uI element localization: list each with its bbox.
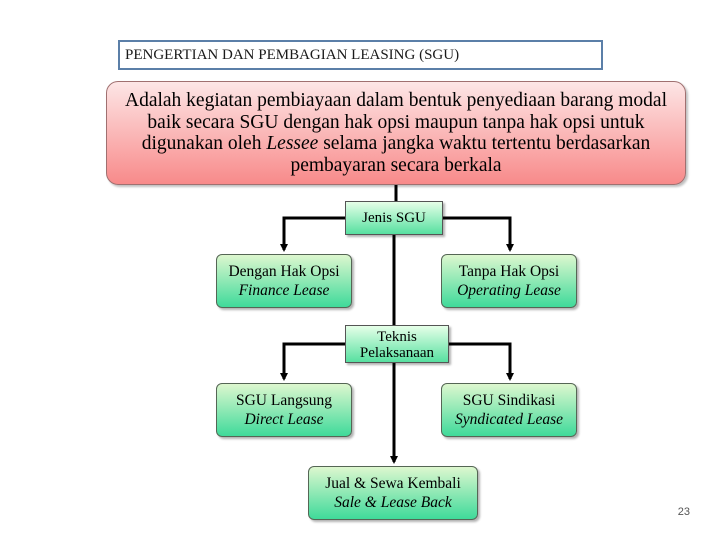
connector-to-finance-lease	[284, 218, 345, 250]
node-finance-lease	[216, 254, 352, 308]
node-label: Jual & Sewa Kembali	[325, 475, 461, 492]
hub-teknis-line1: Teknis	[377, 329, 417, 345]
node-sublabel: Syndicated Lease	[454, 411, 564, 428]
node-sublabel: Finance Lease	[238, 282, 330, 299]
hub-teknis-pelaksanaan	[345, 325, 449, 363]
definition-text-1: Adalah kegiatan pembiayaan dalam bentuk penyediaan barang modal baik secara SGU dengan hak opsi maupun tanpa hak opsi untuk digunakan oleh	[125, 90, 667, 154]
page-number: 23	[677, 506, 690, 518]
definition-text-2: selama jangka waktu tertentu berdasarkan pembayaran secara berkala	[290, 133, 651, 176]
node-label: Dengan Hak Opsi	[228, 263, 340, 280]
connector-to-syndicated-lease	[449, 344, 510, 379]
node-sublabel: Sale & Lease Back	[334, 494, 452, 511]
node-sublabel: Operating Lease	[457, 282, 561, 299]
node-direct-lease	[216, 383, 352, 437]
hub-jenis-sgu: Jenis SGU	[345, 201, 443, 235]
definition-italic-lessee: Lessee	[266, 133, 319, 154]
hub-teknis-line2: Pelaksanaan	[359, 345, 435, 361]
slide-title: PENGERTIAN DAN PEMBAGIAN LEASING (SGU)	[118, 40, 603, 70]
connector-to-operating-lease	[443, 218, 510, 250]
node-sublabel: Direct Lease	[244, 411, 324, 428]
node-syndicated-lease	[441, 383, 577, 437]
node-label: Tanpa Hak Opsi	[458, 263, 560, 280]
node-operating-lease	[441, 254, 577, 308]
node-label: SGU Sindikasi	[462, 392, 556, 409]
definition-box	[106, 81, 686, 185]
connector-to-direct-lease	[284, 344, 345, 379]
node-sale-lease-back	[308, 466, 478, 520]
node-label: SGU Langsung	[235, 392, 332, 409]
